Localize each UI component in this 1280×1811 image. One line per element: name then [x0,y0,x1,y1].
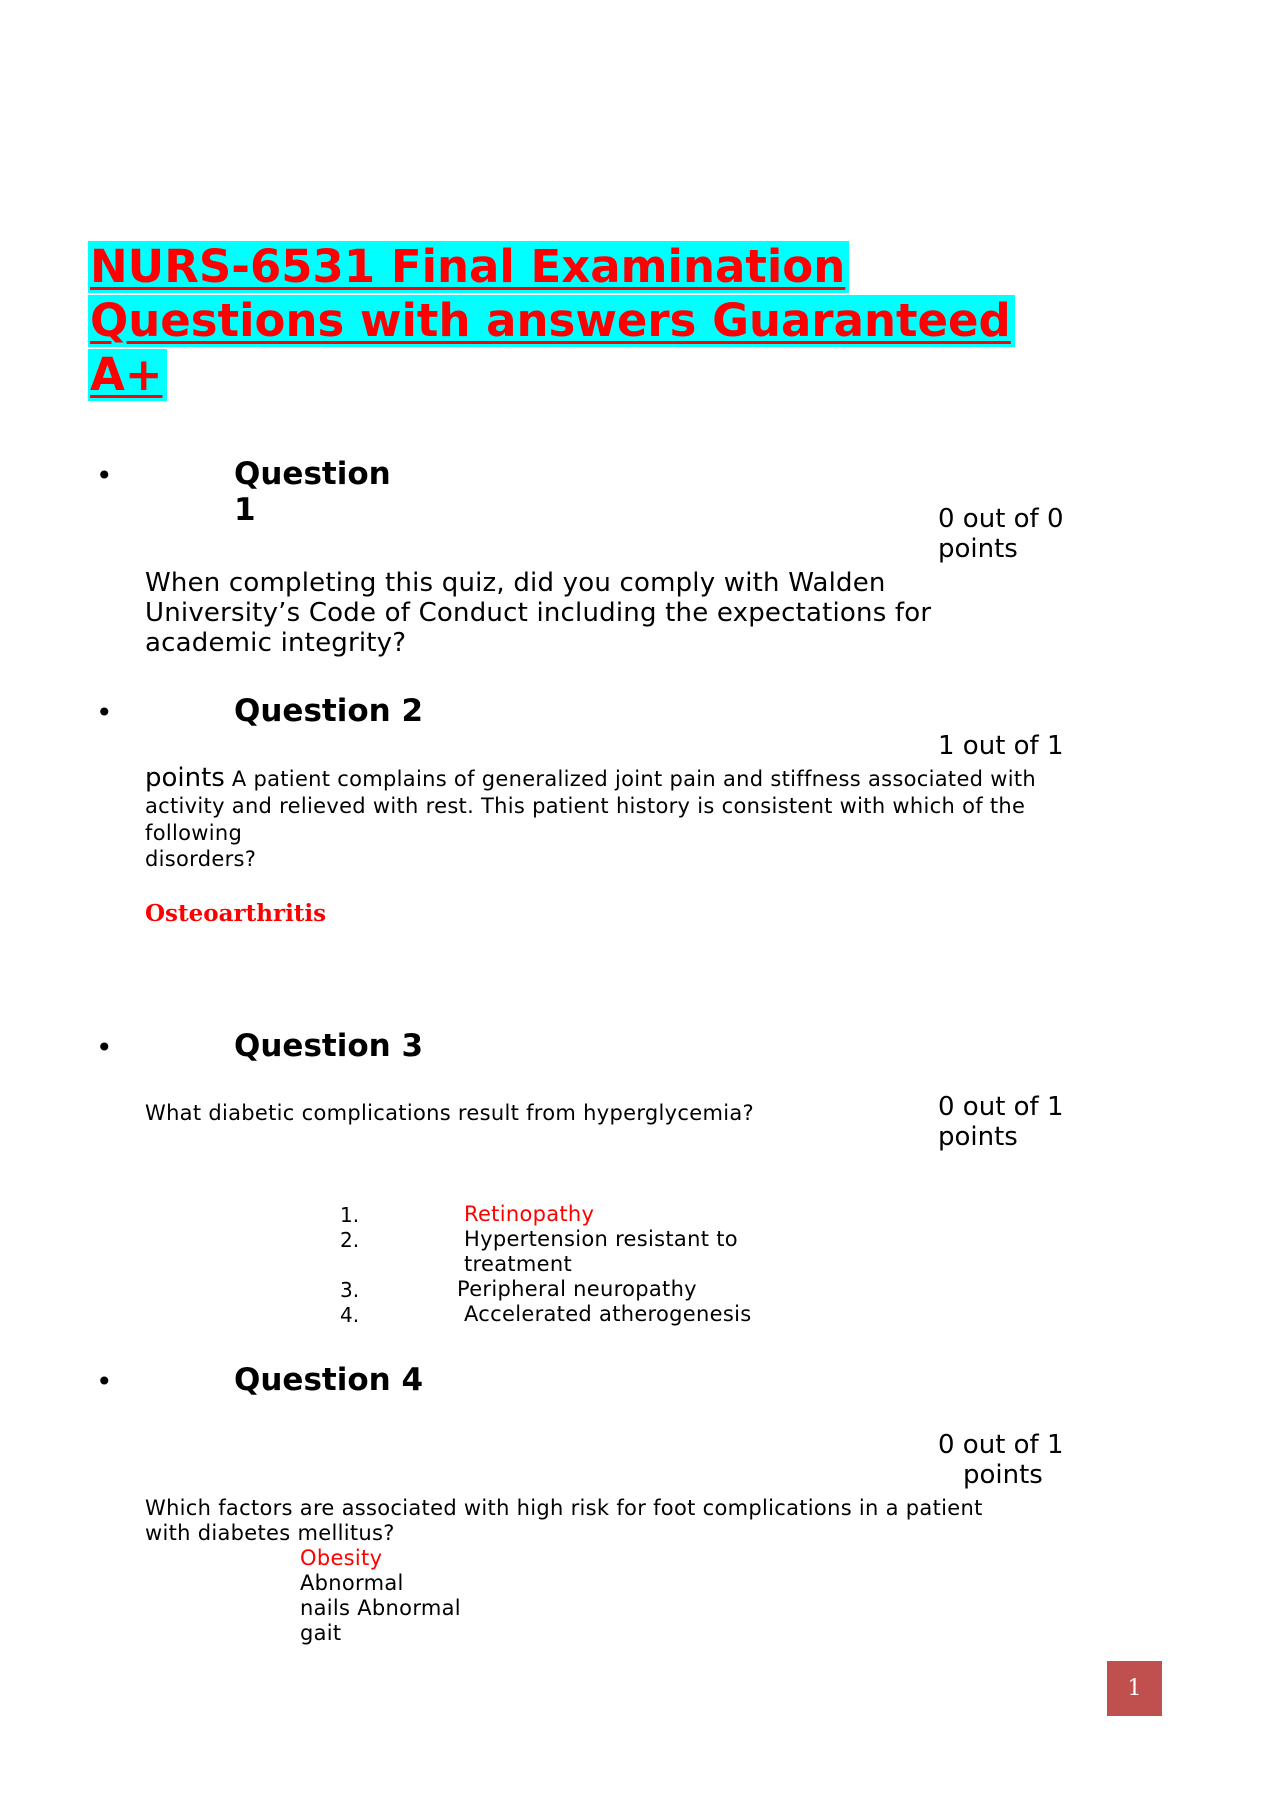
option-number: 3. [340,1278,360,1302]
option-number: 1. [340,1203,360,1227]
bullet: • [96,1365,113,1398]
question-heading: Question 2 [234,693,424,729]
points-label: points [938,534,1018,564]
points-score: 0 out of 0 [938,504,1064,534]
question-text-line: following [145,821,243,845]
list-item: Abnormal [300,1571,404,1595]
option-text: Hypertension resistant to [464,1227,738,1251]
question-text-line: When completing this quiz, did you comply with Walden [145,568,886,598]
list-item: Obesity [300,1546,383,1570]
title-line-3: A+ [88,349,167,401]
page-number-badge: 1 [1107,1661,1162,1716]
answer-text: Osteoarthritis [145,900,327,927]
question-heading: Question 4 [234,1362,424,1398]
option-text-continued: treatment [464,1252,573,1276]
question-heading: Question 3 [234,1028,424,1064]
option-number: 4. [340,1303,360,1327]
option-text: Peripheral neuropathy [457,1277,697,1301]
list-item: nails Abnormal [300,1596,461,1620]
question-number: 1 [234,492,256,528]
points-score: 0 out of 1 [938,1092,1064,1122]
points-label: points [145,763,225,793]
bullet: • [96,696,113,729]
question-heading: Question [234,456,391,492]
option-number: 2. [340,1228,360,1252]
option-text: Retinopathy [464,1202,595,1226]
points-label: points [938,1122,1018,1152]
points-score: 1 out of 1 [938,731,1064,761]
bullet: • [96,1031,113,1064]
question-text-line: activity and relieved with rest. This patient history is consistent with which of the [145,794,1026,818]
question-text: What diabetic complications result from hyperglycemia? [145,1101,754,1125]
question-text-line: Which factors are associated with high risk for foot complications in a patient [145,1496,983,1520]
title-line-1: NURS-6531 Final Examination [88,241,849,293]
points-score: 0 out of 1 [938,1430,1064,1460]
bullet: • [96,459,113,492]
list-item: gait [300,1621,342,1645]
points-label: points [963,1460,1043,1490]
question-text-line: academic integrity? [145,628,407,658]
question-text-line: disorders? [145,847,257,871]
option-text: Accelerated atherogenesis [464,1302,752,1326]
title-line-2: Questions with answers Guaranteed [88,295,1015,347]
question-text-line: with diabetes mellitus? [145,1521,395,1545]
question-text-line: University’s Code of Conduct including the expectations for [145,598,932,628]
question-text-first-line [145,763,1036,794]
question-text-line: A patient complains of generalized joint pain and stiffness associated with [224,767,1037,791]
